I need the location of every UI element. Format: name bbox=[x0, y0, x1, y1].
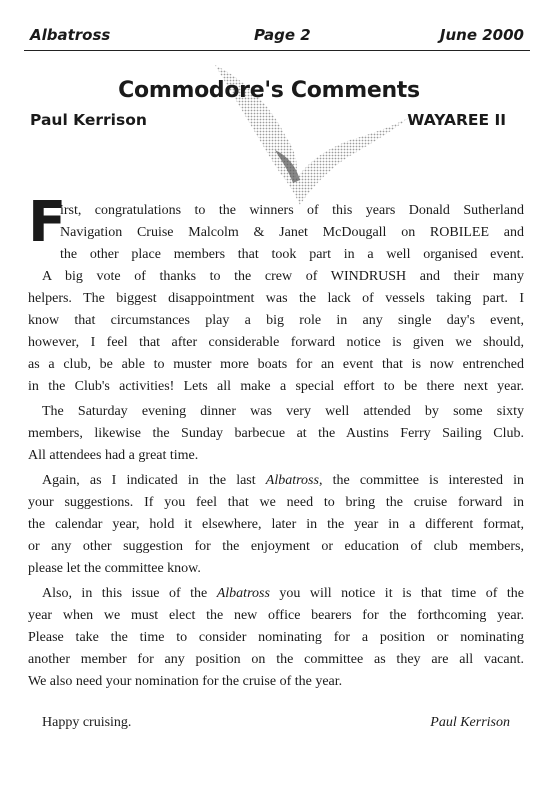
body-line: The Saturday evening dinner was very well attended by some sixty bbox=[42, 404, 524, 419]
drop-cap: F bbox=[28, 190, 67, 255]
body-line: another member for any position on the committee as they are all vacant. bbox=[28, 652, 524, 667]
body-line-text: you will notice it is that time of the bbox=[269, 586, 524, 601]
body-line: Please take the time to consider nominating for a position or nominating bbox=[28, 630, 524, 645]
body-line: as a club, be able to muster more boats for an event that is now entrenched bbox=[28, 357, 524, 372]
body-line: helpers. The biggest disappointment was the lack of vessels taking part. I bbox=[28, 291, 524, 306]
body-line-text: Again, as I indicated in the last bbox=[42, 473, 266, 488]
body-line: please let the committee know. bbox=[28, 561, 201, 576]
body-line bbox=[42, 585, 524, 603]
body-line: A big vote of thanks to the crew of WINDRUSH and their many bbox=[42, 269, 524, 284]
article-title: Commodore's Comments bbox=[118, 78, 420, 103]
body-line: members, likewise the Sunday barbecue at the Austins Ferry Sailing Club. bbox=[28, 426, 524, 441]
body-line: All attendees had a great time. bbox=[28, 448, 199, 463]
page-number: Page 2 bbox=[254, 26, 311, 44]
body-line: know that circumstances play a big role in any single day's event, bbox=[28, 313, 524, 328]
body-line: your suggestions. If you feel that we need to bring the cruise forward in bbox=[28, 495, 524, 510]
body-line: year when we must elect the new office bearers for the forthcoming year. bbox=[28, 608, 524, 623]
body-line: however, I feel that after considerable forward notice is given we should, bbox=[28, 335, 524, 350]
body-line-text: , the committee is interested in bbox=[318, 473, 524, 488]
author-byline: Paul Kerrison bbox=[30, 111, 147, 129]
body-line: or any other suggestion for the enjoyment or education of club members, bbox=[28, 539, 524, 554]
body-line: in the Club's activities! Lets all make a special effort to be there next year. bbox=[28, 379, 524, 394]
body-line: the other place members that took part in a well organised event. bbox=[60, 247, 524, 262]
body-line: irst, congratulations to the winners of this years Donald Sutherland bbox=[60, 203, 524, 218]
publication-name: Albatross bbox=[30, 26, 111, 44]
signature: Paul Kerrison bbox=[430, 715, 510, 730]
publication-title-italic: Albatross bbox=[265, 473, 319, 488]
body-line: We also need your nomination for the cruise of the year. bbox=[28, 674, 343, 689]
body-line bbox=[42, 472, 524, 490]
page-header bbox=[30, 26, 528, 50]
issue-date: June 2000 bbox=[439, 26, 524, 44]
boat-name: WAYAREE II bbox=[407, 111, 506, 129]
body-line-text: Also, in this issue of the bbox=[42, 586, 217, 601]
body-line: Navigation Cruise Malcolm & Janet McDougall on ROBILEE and bbox=[60, 225, 524, 240]
header-rule bbox=[24, 50, 530, 51]
publication-title-italic: Albatross bbox=[216, 586, 270, 601]
closing-line: Happy cruising. bbox=[42, 715, 132, 730]
body-line: the calendar year, hold it elsewhere, later in the year in a different format, bbox=[28, 517, 524, 532]
